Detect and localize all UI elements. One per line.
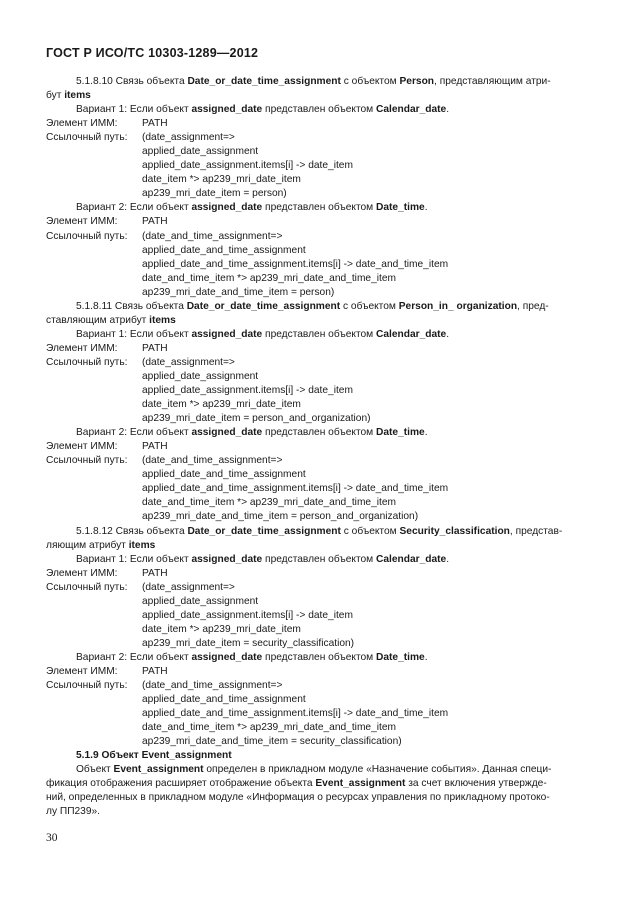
text-run: Объект xyxy=(76,764,114,776)
field-label: Ссылочный путь: xyxy=(46,455,128,467)
reference-path-line: applied_date_assignment xyxy=(142,370,259,382)
text-run: определен в прикладном модуле «Назначение события». Данная специ- xyxy=(203,764,552,776)
text-run: представлен объектом xyxy=(262,328,376,340)
bold-term: items xyxy=(64,90,91,102)
text-run: бут xyxy=(46,90,65,102)
text-run: представлен объектом xyxy=(262,202,376,214)
reference-path-line: applied_date_and_time_assignment xyxy=(142,694,306,706)
reference-path-line: ap239_mri_date_and_time_item = person_and_organization) xyxy=(142,511,419,523)
reference-path-line: ap239_mri_date_item = person) xyxy=(142,188,287,200)
field-value: (date_and_time_assignment=> xyxy=(142,680,283,692)
reference-path-line: ap239_mri_date_and_time_item = security_classification) xyxy=(142,736,402,748)
text-run: . xyxy=(446,553,450,565)
text-run: ставляющим атрибут xyxy=(46,314,150,326)
bold-term: Date_or_date_time_assignment xyxy=(187,525,341,537)
section-intro-line xyxy=(46,314,586,328)
bold-term: assigned_date xyxy=(191,651,263,663)
reference-path-line: applied_date_assignment.items[i] -> date_item xyxy=(142,385,353,397)
reference-path-line: date_item *> ap239_mri_date_item xyxy=(142,399,301,411)
text-run: 5.1.8.11 Связь объекта xyxy=(76,300,187,312)
text-run: . xyxy=(424,202,428,214)
text-run: представлен объектом xyxy=(262,651,376,663)
text-run: . xyxy=(446,328,450,340)
reference-path-row xyxy=(46,356,586,370)
field-value: PATH xyxy=(142,342,168,354)
text-run: за счет включения утвержде- xyxy=(405,778,547,790)
field-label: Ссылочный путь: xyxy=(46,581,128,593)
reference-path-line: ap239_mri_date_and_time_item = person) xyxy=(142,286,335,298)
reference-path-line: ap239_mri_date_item = person_and_organization) xyxy=(142,413,371,425)
reference-path-line: applied_date_and_time_assignment xyxy=(142,469,306,481)
field-value: (date_assignment=> xyxy=(142,581,235,593)
reference-path-line: applied_date_and_time_assignment.items[i] -> date_and_time_item xyxy=(142,708,449,720)
bold-term: Event_assignment xyxy=(113,764,204,776)
field-value: (date_assignment=> xyxy=(142,132,235,144)
field-value: PATH xyxy=(142,567,168,579)
bold-term: Calendar_date xyxy=(376,553,447,565)
variant-heading xyxy=(46,201,586,215)
reference-path-line: applied_date_assignment.items[i] -> date_item xyxy=(142,160,353,172)
reference-path-line: date_and_time_item *> ap239_mri_date_and_time_item xyxy=(142,497,397,509)
text-run: Вариант 2: Если объект xyxy=(76,427,192,439)
field-label: Элемент ИММ: xyxy=(46,441,118,453)
reference-path-row xyxy=(46,679,586,693)
reference-path-line: date_and_time_item *> ap239_mri_date_and_time_item xyxy=(142,272,397,284)
reference-path-line: applied_date_assignment xyxy=(142,146,259,158)
reference-path-row xyxy=(46,131,586,145)
text-run: с объектом xyxy=(340,76,400,87)
field-value: (date_and_time_assignment=> xyxy=(142,230,283,242)
text-run: . xyxy=(446,104,450,116)
bold-term: assigned_date xyxy=(191,328,263,340)
element-row xyxy=(46,215,586,229)
variant-heading xyxy=(46,103,586,117)
paragraph-line xyxy=(46,777,586,791)
text-run: , пред- xyxy=(517,300,549,312)
element-row xyxy=(46,567,586,581)
bold-term: assigned_date xyxy=(191,104,263,116)
field-label: Элемент ИММ: xyxy=(46,342,118,354)
field-value: PATH xyxy=(142,441,168,453)
text-run: ний, определенных в прикладном модуле «Информация о ресурсах управления по прикладному протоко- xyxy=(46,792,550,804)
bold-term: Calendar_date xyxy=(376,328,447,340)
text-run: ляющим атрибут xyxy=(46,539,129,551)
element-row xyxy=(46,117,586,131)
reference-path-line: applied_date_assignment xyxy=(142,595,259,607)
text-run: , представляющим атри- xyxy=(434,76,551,87)
bold-term: Date_time xyxy=(376,202,425,214)
reference-path-line: date_and_time_item *> ap239_mri_date_and_time_item xyxy=(142,722,397,734)
reference-path-line: applied_date_and_time_assignment.items[i] -> date_and_time_item xyxy=(142,258,449,270)
reference-path-row xyxy=(46,230,586,244)
text-run: 5.1.8.12 Связь объекта xyxy=(76,525,188,537)
bold-term: Date_time xyxy=(376,651,425,663)
reference-path-line: applied_date_assignment.items[i] -> date_item xyxy=(142,609,353,621)
bold-term: Person xyxy=(399,76,435,87)
paragraph-line xyxy=(46,791,586,805)
bold-term: Person_in_ organization xyxy=(398,300,518,312)
bold-term: items xyxy=(149,314,176,326)
reference-path-line: date_item *> ap239_mri_date_item xyxy=(142,174,301,186)
text-run: лу ПП239». xyxy=(46,806,101,818)
bold-term: items xyxy=(128,539,156,551)
text-run: с объектом xyxy=(340,300,399,312)
element-row xyxy=(46,342,586,356)
text-run: представлен объектом xyxy=(262,427,376,439)
text-run: Вариант 2: Если объект xyxy=(76,651,192,663)
text-run: . xyxy=(424,427,428,439)
bold-term: Date_or_date_time_assignment xyxy=(186,300,341,312)
field-label: Ссылочный путь: xyxy=(46,356,128,368)
field-label: Элемент ИММ: xyxy=(46,567,118,579)
variant-heading xyxy=(46,553,586,567)
text-run: . xyxy=(424,651,428,663)
bold-term: assigned_date xyxy=(191,553,263,565)
text-run: Вариант 1: Если объект xyxy=(76,104,192,116)
field-value: (date_and_time_assignment=> xyxy=(142,455,283,467)
document-body xyxy=(46,75,586,819)
field-value: PATH xyxy=(142,665,168,677)
reference-path-row xyxy=(46,581,586,595)
field-label: Элемент ИММ: xyxy=(46,118,118,130)
section-intro-line xyxy=(46,300,586,314)
field-label: Элемент ИММ: xyxy=(46,216,118,228)
field-value: PATH xyxy=(142,216,168,228)
element-row xyxy=(46,665,586,679)
variant-heading xyxy=(46,426,586,440)
text-run: представлен объектом xyxy=(262,553,376,565)
field-value: PATH xyxy=(142,118,168,130)
bold-term: Calendar_date xyxy=(376,104,447,116)
field-value: (date_assignment=> xyxy=(142,356,235,368)
text-run: фикация отображения расширяет отображение объекта xyxy=(46,778,316,790)
bold-term: Date_time xyxy=(376,427,425,439)
paragraph-line xyxy=(46,805,586,819)
text-run: представлен объектом xyxy=(262,104,376,116)
variant-heading xyxy=(46,328,586,342)
bold-term: Date_or_date_time_assignment xyxy=(187,76,341,87)
bold-term: Security_classification xyxy=(399,525,510,537)
field-label: Ссылочный путь: xyxy=(46,680,128,692)
text-run: 5.1.8.10 Связь объекта xyxy=(76,76,188,87)
page-number: 30 xyxy=(46,832,58,844)
text-run: Вариант 1: Если объект xyxy=(76,328,192,340)
field-label: Ссылочный путь: xyxy=(46,132,128,144)
page-header: ГОСТ Р ИСО/ТС 10303-1289—2012 xyxy=(46,46,259,60)
section-intro-line xyxy=(46,89,586,103)
section-intro-line xyxy=(46,75,586,89)
reference-path-line: applied_date_and_time_assignment.items[i] -> date_and_time_item xyxy=(142,483,449,495)
bold-term: assigned_date xyxy=(191,427,263,439)
subsection-heading-text: 5.1.9 Объект Event_assignment xyxy=(76,750,232,762)
text-run: Вариант 2: Если объект xyxy=(76,202,192,214)
reference-path-row xyxy=(46,454,586,468)
variant-heading xyxy=(46,651,586,665)
element-row xyxy=(46,440,586,454)
section-intro-line xyxy=(46,539,586,553)
field-label: Ссылочный путь: xyxy=(46,230,128,242)
text-run: , представ- xyxy=(509,525,563,537)
reference-path-line: ap239_mri_date_item = security_classification) xyxy=(142,637,355,649)
paragraph-line xyxy=(46,763,586,777)
reference-path-line: date_item *> ap239_mri_date_item xyxy=(142,623,301,635)
text-run: с объектом xyxy=(340,525,400,537)
bold-term: Event_assignment xyxy=(315,778,406,790)
section-intro-line xyxy=(46,525,586,539)
text-run: Вариант 1: Если объект xyxy=(76,553,192,565)
bold-term: assigned_date xyxy=(191,202,263,214)
field-label: Элемент ИММ: xyxy=(46,665,118,677)
reference-path-line: applied_date_and_time_assignment xyxy=(142,244,306,256)
subsection-heading xyxy=(46,749,586,763)
